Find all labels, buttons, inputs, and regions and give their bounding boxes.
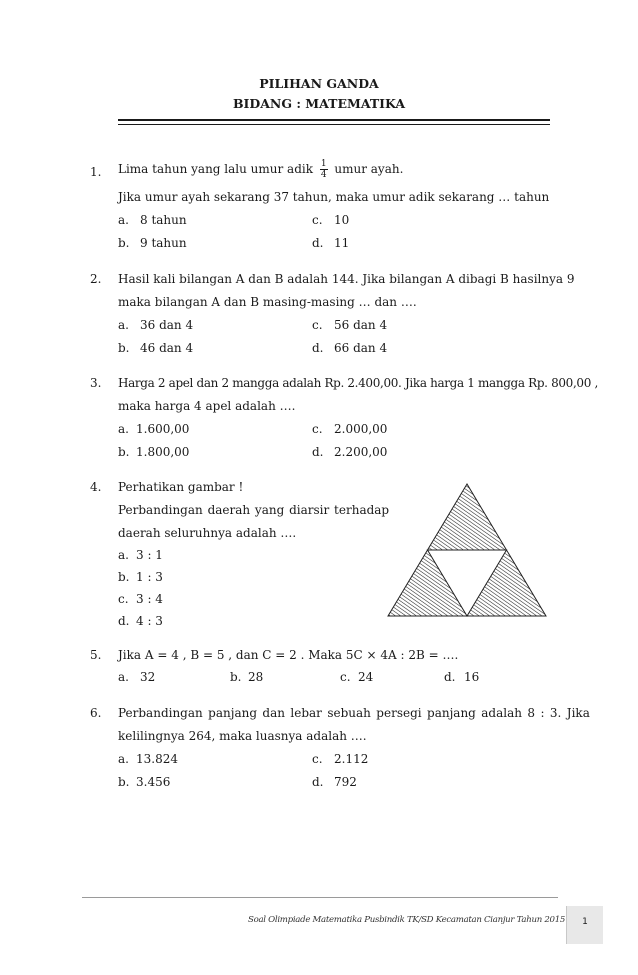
option-a[interactable]: 3 : 1 xyxy=(136,548,163,562)
option-label: c. xyxy=(312,318,323,332)
question-text-line: Jika A = 4 , B = 5 , dan C = 2 . Maka 5C × 4A : 2B = …. xyxy=(118,648,459,662)
option-a[interactable]: 36 dan 4 xyxy=(140,318,194,332)
header-rule-thin xyxy=(118,124,550,125)
option-label: c. xyxy=(312,422,323,436)
question-text-line: Perhatikan gambar ! xyxy=(118,480,244,494)
option-d[interactable]: 4 : 3 xyxy=(136,614,163,628)
footer-rule xyxy=(82,897,558,898)
option-label: d. xyxy=(312,775,324,789)
option-b[interactable]: 46 dan 4 xyxy=(140,341,194,355)
option-c[interactable]: 24 xyxy=(358,670,374,684)
question-text-line: Harga 2 apel dan 2 mangga adalah Rp. 2.400,00. Jika harga 1 mangga Rp. 800,00 , xyxy=(118,376,598,390)
option-d[interactable]: 11 xyxy=(334,236,350,250)
option-a[interactable]: 1.600,00 xyxy=(136,422,190,436)
option-c[interactable]: 2.112 xyxy=(334,752,369,766)
option-label: b. xyxy=(118,236,130,250)
option-b[interactable]: 28 xyxy=(248,670,264,684)
option-c[interactable]: 10 xyxy=(334,213,350,227)
option-label: d. xyxy=(312,236,324,250)
page-number: 1 xyxy=(582,917,588,927)
question-number: 2. xyxy=(90,272,102,286)
option-c[interactable]: 2.000,00 xyxy=(334,422,388,436)
option-label: a. xyxy=(118,422,129,436)
option-a[interactable]: 13.824 xyxy=(136,752,178,766)
option-label: c. xyxy=(118,592,129,606)
option-label: b. xyxy=(230,670,242,684)
option-label: c. xyxy=(312,213,323,227)
option-c[interactable]: 56 dan 4 xyxy=(334,318,388,332)
fraction xyxy=(320,159,328,180)
page-number-box xyxy=(566,906,603,944)
fraction-denominator: 4 xyxy=(320,170,327,180)
question-number: 3. xyxy=(90,376,102,390)
option-label: d. xyxy=(118,614,130,628)
option-label: b. xyxy=(118,775,130,789)
option-label: a. xyxy=(118,548,129,562)
question-text-line: daerah seluruhnya adalah …. xyxy=(118,526,297,540)
option-d[interactable]: 66 dan 4 xyxy=(334,341,388,355)
question-text-line: Perbandingan daerah yang diarsir terhadap xyxy=(118,503,390,517)
option-label: b. xyxy=(118,341,130,355)
option-d[interactable]: 16 xyxy=(464,670,480,684)
header-rule-thick xyxy=(118,119,550,121)
question-number: 5. xyxy=(90,648,102,662)
option-label: c. xyxy=(340,670,351,684)
option-a[interactable]: 8 tahun xyxy=(140,213,187,227)
option-label: a. xyxy=(118,752,129,766)
fraction-numerator: 1 xyxy=(320,159,327,169)
option-label: b. xyxy=(118,445,130,459)
question-text-line: Jika umur ayah sekarang 37 tahun, maka umur adik sekarang … tahun xyxy=(118,190,550,204)
question-number: 4. xyxy=(90,480,102,494)
question-text-line: Hasil kali bilangan A dan B adalah 144. Jika bilangan A dibagi B hasilnya 9 xyxy=(118,272,575,286)
question-text xyxy=(118,159,403,180)
option-label: b. xyxy=(118,570,130,584)
option-label: d. xyxy=(312,445,324,459)
option-label: a. xyxy=(118,670,129,684)
option-b[interactable]: 1 : 3 xyxy=(136,570,163,584)
page-title: PILIHAN GANDA xyxy=(259,76,379,91)
question-number: 1. xyxy=(90,165,102,179)
footer-text: Soal Olimpiade Matematika Pusbindik TK/SD Kecamatan Cianjur Tahun 2015 xyxy=(248,915,566,925)
question-text-line: Perbandingan panjang dan lebar sebuah persegi panjang adalah 8 : 3. Jika xyxy=(118,706,590,720)
option-b[interactable]: 1.800,00 xyxy=(136,445,190,459)
question-text-line: maka bilangan A dan B masing-masing … dan …. xyxy=(118,295,417,309)
question-text-part: Lima tahun yang lalu umur adik xyxy=(118,162,313,176)
option-a[interactable]: 32 xyxy=(140,670,156,684)
triangle-figure xyxy=(384,480,550,620)
option-d[interactable]: 2.200,00 xyxy=(334,445,388,459)
option-b[interactable]: 3.456 xyxy=(136,775,171,789)
option-d[interactable]: 792 xyxy=(334,775,357,789)
question-number: 6. xyxy=(90,706,102,720)
option-c[interactable]: 3 : 4 xyxy=(136,592,163,606)
page-subtitle: BIDANG : MATEMATIKA xyxy=(232,96,406,111)
question-text-line: kelilingnya 264, maka luasnya adalah …. xyxy=(118,729,367,743)
option-label: d. xyxy=(312,341,324,355)
option-label: a. xyxy=(118,318,129,332)
option-label: c. xyxy=(312,752,323,766)
option-label: d. xyxy=(444,670,456,684)
option-b[interactable]: 9 tahun xyxy=(140,236,187,250)
option-label: a. xyxy=(118,213,129,227)
question-text-line: maka harga 4 apel adalah …. xyxy=(118,399,296,413)
question-text-part: umur ayah. xyxy=(334,162,404,176)
